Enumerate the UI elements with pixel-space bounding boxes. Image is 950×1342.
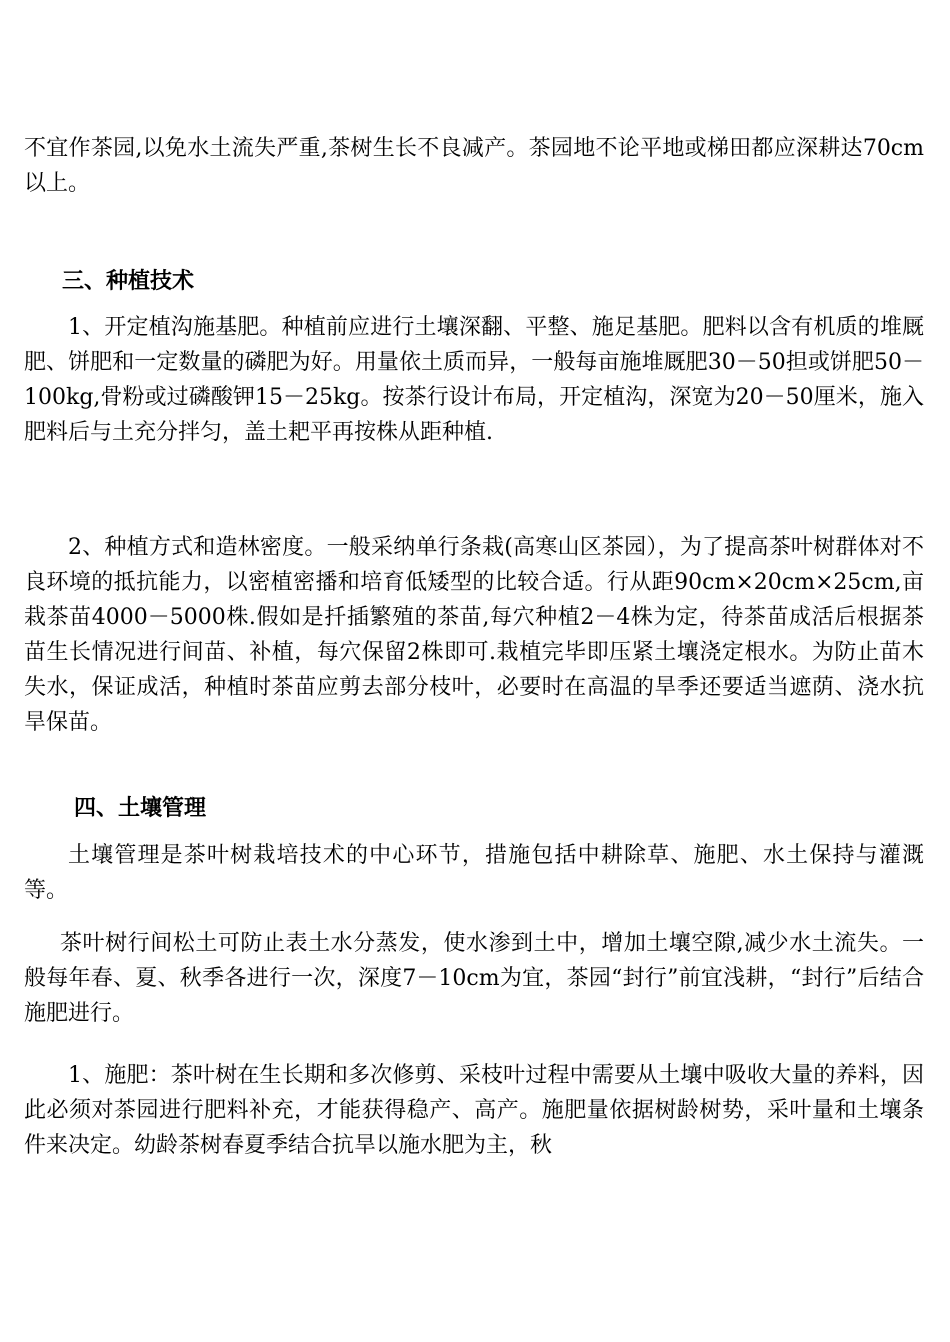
- planting-paragraph-2: 2、种植方式和造林密度。一般采纳单行条栽(高寒山区茶园），为了提高茶叶树群体对不良环境的抵抗能力，以密植密播和培育低矮型的比较合适。行从距90cm×20cm×25cm,亩栽茶苗4000－5000株.假如是扦插繁殖的茶苗,每穴种植2－4株为定，待茶苗成活后根据茶苗生长情况进行间苗、补植，每穴保留2株即可.栽植完毕即压紧土壤浇定根水。为防止苗木失水，保证成活，种植时茶苗应剪去部分枝叶，必要时在高温的旱季还要适当遮荫、浇水抗旱保苗。: [24, 535, 924, 735]
- soil-paragraph-1: 土壤管理是茶叶树栽培技术的中心环节，措施包括中耕除草、施肥、水土保持与灌溉等。: [24, 843, 924, 903]
- section-heading-soil: 四、土壤管理: [74, 795, 207, 821]
- planting-paragraph-1: 1、开定植沟施基肥。种植前应进行土壤深翻、平整、施足基肥。肥料以含有机质的堆厩肥、饼肥和一定数量的磷肥为好。用量依土质而异，一般每亩施堆厩肥30－50担或饼肥50－100kg,骨粉或过磷酸钾15－25kg。按茶行设计布局，开定植沟，深宽为20－50厘米，施入肥料后与土充分拌匀，盖土耙平再按株从距种植.: [24, 315, 924, 445]
- intro-paragraph: 不宜作茶园,以免水土流失严重,茶树生长不良减产。茶园地不论平地或梯田都应深耕达70cm以上。: [24, 136, 924, 196]
- soil-paragraph-3: 1、施肥：茶叶树在生长期和多次修剪、采枝叶过程中需要从土壤中吸收大量的养料，因此必须对茶园进行肥料补充，才能获得稳产、高产。施肥量依据树龄树势，采叶量和土壤条件来决定。幼龄茶树春夏季结合抗旱以施水肥为主，秋: [24, 1063, 924, 1158]
- section-heading-planting: 三、种植技术: [62, 268, 195, 294]
- soil-paragraph-2: 茶叶树行间松土可防止表土水分蒸发，使水渗到土中，增加土壤空隙,减少水土流失。一般每年春、夏、秋季各进行一次，深度7－10cm为宜，茶园“封行”前宜浅耕，“封行”后结合施肥进行。: [24, 931, 924, 1026]
